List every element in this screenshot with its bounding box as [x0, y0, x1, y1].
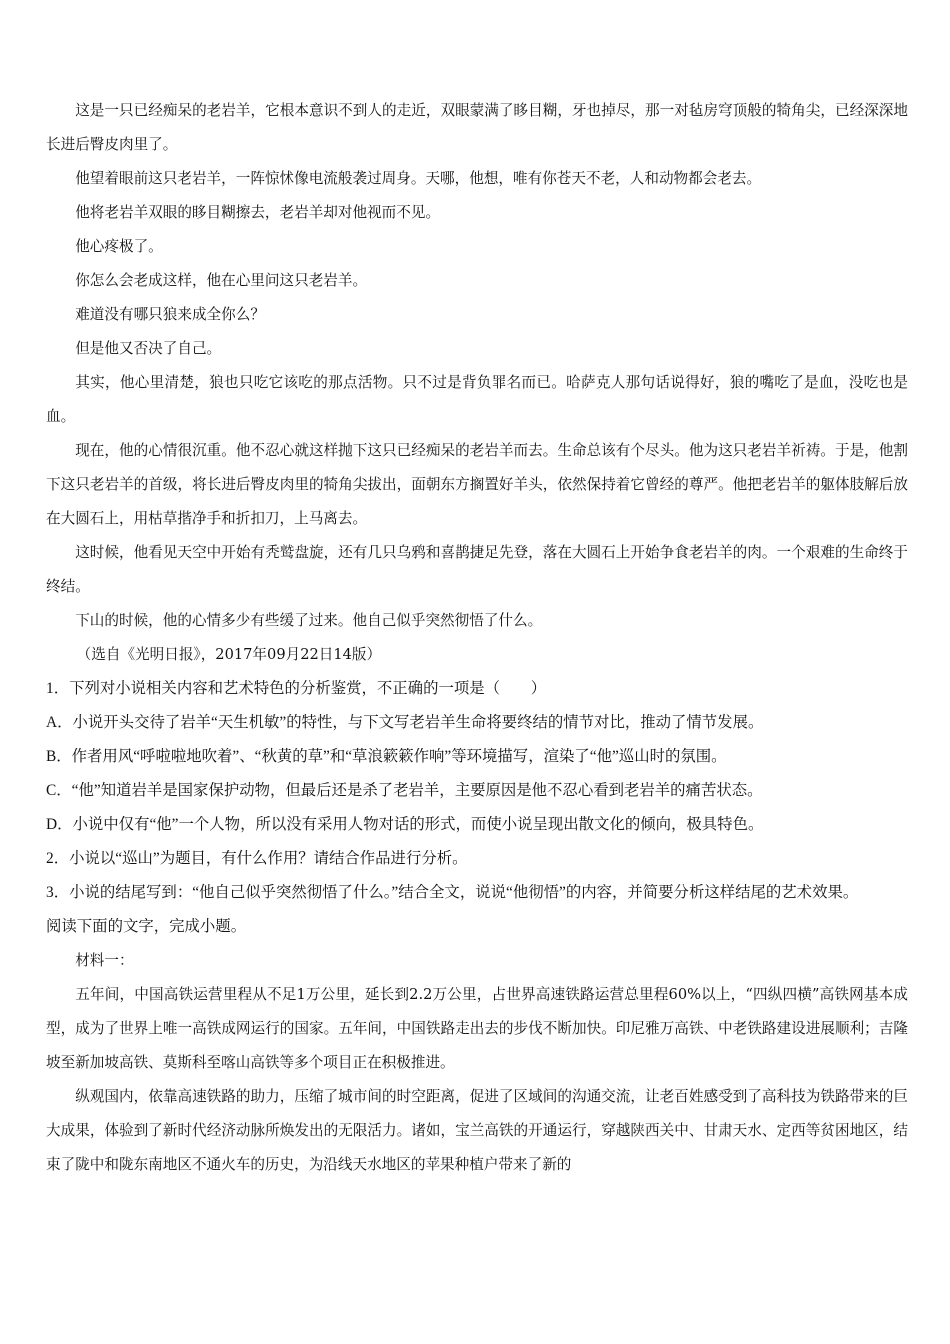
material-paragraph: 五年间，中国高铁运营里程从不足1万公里，延长到2.2万公里，占世界高速铁路运营总里程60%以上，“四纵四横”高铁网基本成型，成为了世界上唯一高铁成网运行的国家。五年间，中国铁路走出去的步伐不断加快。印尼雅万高铁、中老铁路建设进展顺利；吉隆坡至新加坡高铁、莫斯科至喀山高铁等多个项目正在积极推进。 — [46, 986, 908, 1071]
question-2: 2．小说以“巡山”为题目，有什么作用？请结合作品进行分析。 — [46, 850, 468, 867]
question-1: 1．下列对小说相关内容和艺术特色的分析鉴赏，不正确的一项是（ ） — [46, 680, 547, 697]
story-paragraph: 难道没有哪只狼来成全你么？ — [75, 306, 265, 323]
story-paragraph: 其实，他心里清楚，狼也只吃它该吃的那点活物。只不过是背负罪名而已。哈萨克人那句话说得好，狼的嘴吃了是血，没吃也是血。 — [46, 374, 908, 425]
question-3: 3．小说的结尾写到：“他自己似乎突然彻悟了什么。”结合全文，说说“他彻悟”的内容，并简要分析这样结尾的艺术效果。 — [46, 884, 859, 901]
story-paragraph: 下山的时候，他的心情多少有些缓了过来。他自己似乎突然彻悟了什么。 — [75, 612, 543, 629]
story-paragraph: 他将老岩羊双眼的眵目糊擦去，老岩羊却对他视而不见。 — [75, 204, 441, 221]
story-section — [46, 94, 908, 672]
story-paragraph: 你怎么会老成这样，他在心里问这只老岩羊。 — [75, 272, 368, 289]
option-a: A．小说开头交待了岩羊“天生机敏”的特性，与下文写老岩羊生命将要终结的情节对比，推动了情节发展。 — [46, 714, 764, 731]
material-label: 材料一： — [75, 952, 134, 969]
questions-section — [46, 672, 908, 910]
reading-2-section — [46, 910, 908, 1182]
option-c: C．“他”知道岩羊是国家保护动物，但最后还是杀了老岩羊，主要原因是他不忍心看到老岩羊的痛苦状态。 — [46, 782, 763, 799]
option-d: D．小说中仅有“他”一个人物，所以没有采用人物对话的形式，而使小说呈现出散文化的倾向，极具特色。 — [46, 816, 764, 833]
story-paragraph: 但是他又否决了自己。 — [75, 340, 222, 357]
story-paragraph: 现在，他的心情很沉重。他不忍心就这样抛下这只已经痴呆的老岩羊而去。生命总该有个尽头。他为这只老岩羊祈祷。于是，他割下这只老岩羊的首级，将长进后臀皮肉里的犄角尖拔出，面朝东方搁置好羊头，依然保持着它曾经的尊严。他把老岩羊的躯体肢解后放在大圆石上，用枯草揩净手和折扣刀，上马离去。 — [46, 442, 908, 527]
story-source-citation: （选自《光明日报》，2017年09月22日14版） — [76, 646, 382, 663]
reading-instruction: 阅读下面的文字，完成小题。 — [46, 918, 247, 935]
story-paragraph: 他望着眼前这只老岩羊，一阵惊怵像电流般袭过周身。天哪，他想，唯有你苍天不老，人和动物都会老去。 — [75, 170, 762, 187]
story-paragraph: 他心疼极了。 — [75, 238, 163, 255]
option-b: B．作者用风“呼啦啦地吹着”、“秋黄的草”和“草浪簌簌作响”等环境描写，渲染了“他”巡山时的氛围。 — [46, 748, 727, 765]
document-page — [46, 94, 908, 1182]
story-paragraph: 这时候，他看见天空中开始有秃鹫盘旋，还有几只乌鸦和喜鹊捷足先登，落在大圆石上开始争食老岩羊的肉。一个艰难的生命终于终结。 — [46, 544, 908, 595]
story-paragraph: 这是一只已经痴呆的老岩羊，它根本意识不到人的走近，双眼蒙满了眵目糊，牙也掉尽，那一对毡房穹顶般的犄角尖，已经深深地长进后臀皮肉里了。 — [46, 102, 908, 153]
material-paragraph: 纵观国内，依靠高速铁路的助力，压缩了城市间的时空距离，促进了区域间的沟通交流，让老百姓感受到了高科技为铁路带来的巨大成果，体验到了新时代经济动脉所焕发出的无限活力。诸如，宝兰高铁的开通运行，穿越陕西关中、甘肃天水、定西等贫困地区，结束了陇中和陇东南地区不通火车的历史，为沿线天水地区的苹果种植户带来了新的 — [46, 1088, 908, 1173]
